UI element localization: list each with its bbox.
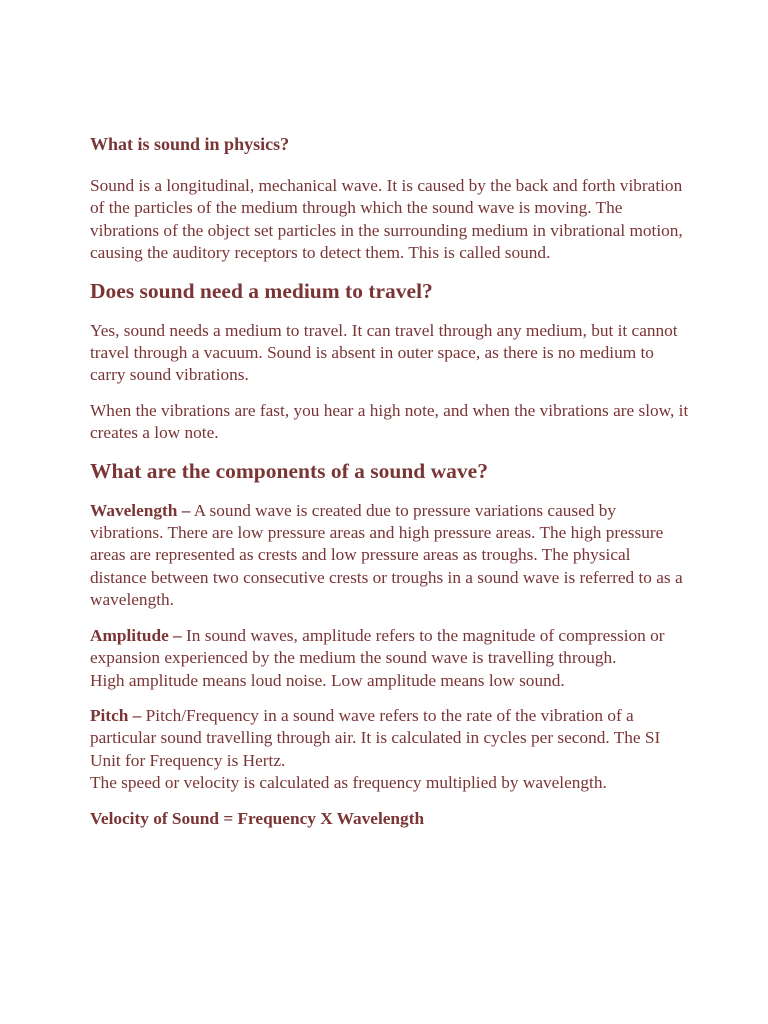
term-amplitude: Amplitude – (90, 625, 182, 645)
section-heading-what-is-sound: What is sound in physics? (90, 134, 290, 154)
paragraph-wavelength (90, 500, 690, 612)
pitch-description: Pitch/Frequency in a sound wave refers to the rate of the vibration of a particular sound travelling through air. It is calculated in cycles per second. The SI Unit for Frequency is Hertz. (90, 705, 661, 770)
term-pitch: Pitch – (90, 705, 142, 725)
document-page (90, 133, 690, 830)
section-heading-medium: Does sound need a medium to travel? (90, 278, 433, 303)
amplitude-note: High amplitude means loud noise. Low amplitude means low sound. (90, 670, 565, 690)
term-wavelength: Wavelength – (90, 500, 191, 520)
paragraph-high-low-note: When the vibrations are fast, you hear a high note, and when the vibrations are slow, it creates a low note. (90, 400, 689, 443)
section-heading-components: What are the components of a sound wave? (90, 458, 488, 483)
paragraph-sound-definition: Sound is a longitudinal, mechanical wave. It is caused by the back and forth vibration of the particles of the medium through which the sound wave is moving. The vibrations of the object set particles in the surrounding medium in vibrational motion, causing the auditory receptors to detect them. This is called sound. (90, 176, 683, 263)
velocity-formula: Velocity of Sound = Frequency X Wavelength (90, 808, 425, 828)
paragraph-pitch (90, 705, 690, 795)
paragraph-amplitude (90, 625, 690, 692)
paragraph-medium-answer: Yes, sound needs a medium to travel. It can travel through any medium, but it cannot travel through a vacuum. Sound is absent in outer space, as there is no medium to carry sound vibrations. (90, 320, 678, 385)
amplitude-description: In sound waves, amplitude refers to the magnitude of compression or expansion experienced by the medium the sound wave is travelling through. (90, 625, 665, 668)
wavelength-description: A sound wave is created due to pressure variations caused by vibrations. There are low pressure areas and high pressure areas. The high pressure areas are represented as crests and low pressure areas as troughs. The physical distance between two consecutive crests or troughs in a sound wave is referred to as a wavelength. (90, 500, 683, 610)
pitch-note: The speed or velocity is calculated as frequency multiplied by wavelength. (90, 773, 607, 793)
